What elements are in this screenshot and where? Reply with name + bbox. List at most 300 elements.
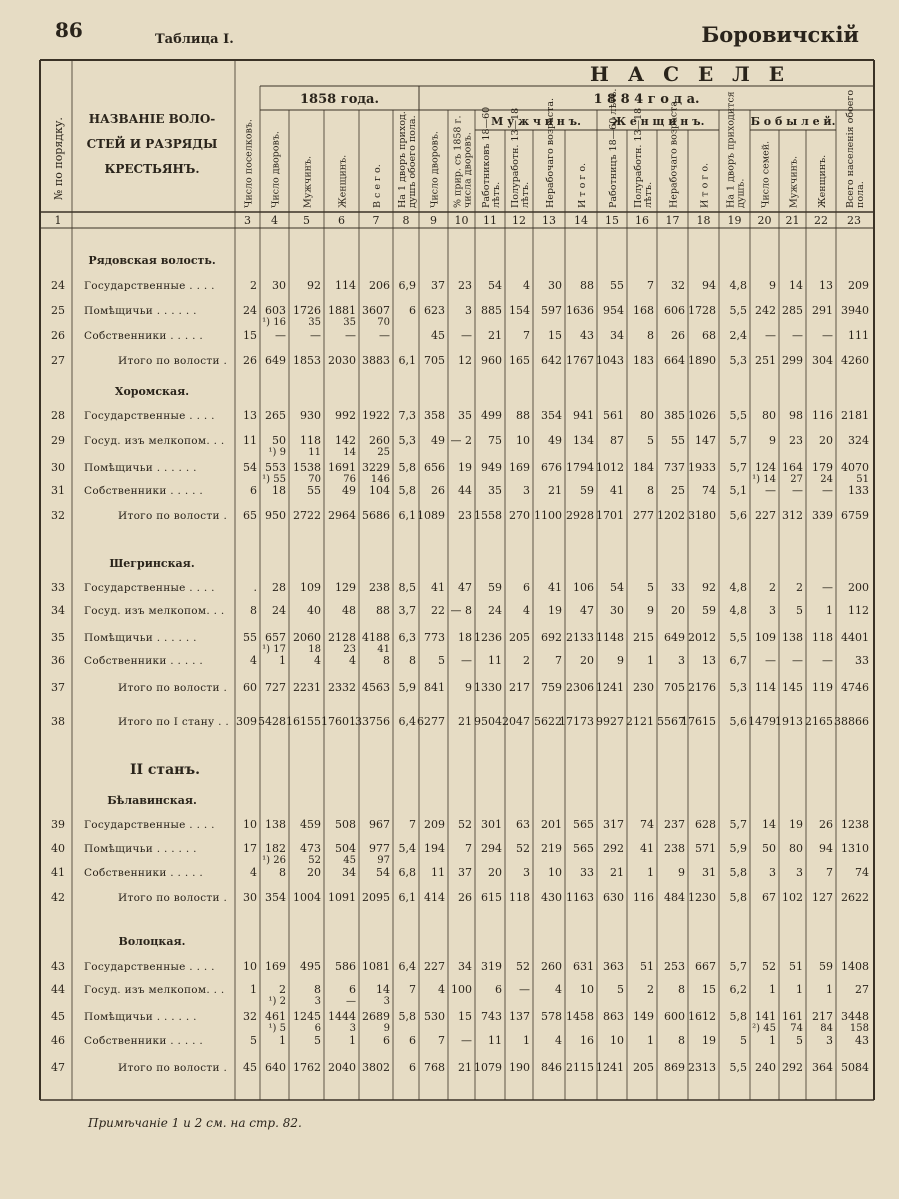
cell-value: 21	[488, 329, 502, 342]
cell-value: 12	[458, 354, 472, 367]
cell-value: 2128	[328, 631, 356, 644]
column-header-22: Женщинъ.	[817, 154, 828, 208]
cell-value: 319	[481, 960, 502, 973]
section-heading: Шегринская.	[109, 557, 195, 570]
column-number: 5	[303, 214, 310, 227]
cell-value: 2	[523, 654, 530, 667]
cell-value: 1	[796, 983, 803, 996]
women-group-label: Ж е н щ и н ъ.	[611, 115, 705, 128]
column-number: 7	[372, 214, 380, 227]
cell-value: 21	[548, 484, 562, 497]
cell-value: 74	[855, 866, 869, 879]
cell-value: 5,6	[729, 715, 747, 728]
cell-value: 606	[664, 304, 685, 317]
cell-value: 68	[702, 329, 716, 342]
cell-value: 561	[603, 409, 624, 422]
cell-value: 553	[265, 461, 286, 474]
cell-value: 9	[678, 866, 685, 879]
cell-value: 743	[481, 1010, 502, 1023]
cell-value: 112	[848, 604, 869, 617]
cell-value: 1853	[293, 354, 321, 367]
cell-value: 209	[424, 818, 445, 831]
cell-value: 5,3	[729, 681, 747, 694]
row-name: Помѣщичьи . . . . . .	[84, 305, 197, 317]
cell-value: —	[792, 484, 803, 497]
cell-value: 6759	[841, 509, 869, 522]
cell-value: 6,7	[729, 654, 747, 667]
row-number: 30	[51, 461, 65, 474]
cell-value: 24	[272, 604, 286, 617]
cell-value: 1479	[748, 715, 776, 728]
cell-value: 3883	[362, 354, 390, 367]
column-number: 20	[757, 214, 772, 227]
column-number: 11	[483, 214, 497, 227]
cell-value: 6	[409, 1061, 416, 1074]
cell-value: 3	[465, 304, 472, 317]
column-number: 8	[402, 214, 410, 227]
cell-subvalue: 9	[383, 1023, 390, 1034]
row-number: 29	[51, 434, 65, 447]
row-number: 25	[51, 304, 65, 317]
cell-value: 4	[523, 604, 530, 617]
cell-value: 2	[647, 983, 654, 996]
column-number: 3	[244, 214, 251, 227]
cell-value: 17173	[559, 715, 594, 728]
column-number: 10	[454, 214, 469, 227]
cell-value: 5,8	[398, 1010, 416, 1023]
column-header-18: И т о г о.	[699, 162, 711, 208]
footnote: Примѣчаніе 1 и 2 см. на стр. 82.	[88, 1116, 302, 1130]
cell-value: 1004	[293, 891, 321, 904]
cell-subvalue: 70	[308, 474, 321, 485]
cell-value: 1091	[328, 891, 356, 904]
cell-value: 217	[509, 681, 530, 694]
cell-subvalue: 52	[308, 855, 321, 866]
cell-value: 6,1	[398, 891, 416, 904]
cell-value: 578	[541, 1010, 562, 1023]
cell-value: 14	[789, 279, 803, 292]
cell-value: 292	[603, 842, 624, 855]
cell-value: 309	[236, 715, 257, 728]
men-group-label: М у ж ч и н ъ.	[491, 115, 581, 128]
cell-value: 1163	[566, 891, 594, 904]
cell-subvalue: 35	[343, 317, 356, 328]
num-header: № по порядку.	[52, 117, 65, 200]
row-name: Собственники . . . . .	[84, 867, 204, 879]
cell-value: 941	[573, 409, 594, 422]
cell-value: 59	[702, 604, 716, 617]
cell-value: 2332	[328, 681, 356, 694]
cell-value: 1081	[362, 960, 390, 973]
cell-value: 2040	[328, 1061, 356, 1074]
cell-value: 33756	[355, 715, 390, 728]
cell-subvalue: —	[346, 996, 356, 1007]
cell-value: 4563	[362, 681, 390, 694]
column-number: 17	[665, 214, 680, 227]
cell-value: 7,3	[398, 409, 416, 422]
row-name: Государственные . . . .	[84, 961, 215, 973]
cell-value: 2115	[566, 1061, 594, 1074]
cell-value: 6,1	[398, 509, 416, 522]
cell-value: 133	[848, 484, 869, 497]
column-header-14: И т о г о.	[577, 162, 588, 208]
cell-value: 116	[633, 891, 654, 904]
cell-value: 2	[796, 581, 803, 594]
cell-value: 98	[789, 409, 803, 422]
cell-value: 13	[819, 279, 833, 292]
cell-value: 950	[265, 509, 286, 522]
cell-value: 217	[812, 1010, 833, 1023]
cell-value: —	[461, 329, 472, 342]
cell-value: 1245	[293, 1010, 321, 1023]
cell-value: 2176	[688, 681, 716, 694]
row-name: Государственные . . . .	[84, 819, 215, 831]
cell-value: 260	[541, 960, 562, 973]
cell-value: 10	[516, 434, 530, 447]
cell-value: 1636	[566, 304, 594, 317]
row-name: Итого по волости .	[118, 892, 228, 904]
cell-value: 461	[265, 1010, 286, 1023]
cell-value: 106	[573, 581, 594, 594]
cell-value: 3229	[362, 461, 390, 474]
cell-value: 2	[279, 983, 286, 996]
cell-value: 16	[580, 1034, 594, 1047]
cell-value: 51	[640, 960, 654, 973]
column-header-16: лѣтъ.	[643, 181, 654, 208]
cell-value: 92	[702, 581, 716, 594]
section-heading: Бѣлавинская.	[107, 794, 197, 807]
row-number: 39	[51, 818, 65, 831]
column-number: 16	[635, 214, 649, 227]
column-header-6: Женщинъ.	[337, 154, 349, 208]
cell-value: 5,3	[398, 434, 416, 447]
cell-value: 649	[664, 631, 685, 644]
cell-subvalue: 24	[820, 474, 833, 485]
cell-value: 14	[376, 983, 390, 996]
cell-value: 5,8	[729, 866, 747, 879]
cell-value: 15	[702, 983, 716, 996]
cell-value: 773	[424, 631, 445, 644]
cell-value: 3	[826, 1034, 833, 1047]
cell-value: 354	[265, 891, 286, 904]
cell-value: 1089	[417, 509, 445, 522]
cell-value: 1558	[474, 509, 502, 522]
cell-value: 190	[509, 1061, 530, 1074]
page-number: 86	[55, 18, 83, 42]
cell-value: 54	[376, 866, 390, 879]
cell-value: —	[345, 329, 356, 342]
cell-value: 1728	[688, 304, 716, 317]
column-number: 18	[696, 214, 711, 227]
cell-value: 17	[243, 842, 257, 855]
cell-value: 21	[610, 866, 624, 879]
banner-title: Н А С Е Л Е	[589, 62, 791, 86]
cell-value: 251	[755, 354, 776, 367]
cell-value: 1238	[841, 818, 869, 831]
row-number: 40	[51, 842, 65, 855]
cell-value: 473	[300, 842, 321, 855]
cell-value: —	[765, 654, 776, 667]
cell-value: 5,5	[729, 304, 747, 317]
cell-value: 4	[555, 983, 562, 996]
section-heading: Волоцкая.	[118, 935, 186, 948]
row-name: Итого по волости .	[118, 355, 228, 367]
cell-value: 50	[762, 842, 776, 855]
cell-value: 2622	[841, 891, 869, 904]
cell-subvalue: 45	[343, 855, 356, 866]
cell-value: 45	[243, 1061, 257, 1074]
cell-value: 2313	[688, 1061, 716, 1074]
column-header-21: Мужчинъ.	[788, 155, 800, 208]
cell-value: 414	[424, 891, 445, 904]
cell-value: 24	[488, 604, 502, 617]
row-number: 27	[51, 354, 65, 367]
cell-value: 32	[243, 1010, 257, 1023]
cell-value: 11	[431, 866, 445, 879]
cell-value: 194	[424, 842, 445, 855]
cell-value: 35	[458, 409, 472, 422]
cell-value: .	[253, 581, 257, 594]
cell-value: 206	[369, 279, 390, 292]
cell-value: 1913	[775, 715, 803, 728]
cell-value: 10	[243, 818, 257, 831]
cell-value: 967	[369, 818, 390, 831]
cell-value: 430	[541, 891, 562, 904]
cell-value: —	[822, 581, 833, 594]
column-number: 4	[271, 214, 278, 227]
cell-subvalue: ¹) 26	[262, 855, 286, 866]
section-heading: Хоромская.	[114, 385, 190, 398]
cell-value: —	[379, 329, 390, 342]
row-number: 33	[51, 581, 65, 594]
cell-value: 597	[541, 304, 562, 317]
cell-value: 52	[516, 960, 530, 973]
column-header-17: Нерабочаго возраста.	[668, 97, 680, 208]
cell-value: —	[765, 484, 776, 497]
year-1858-label: 1858 года.	[300, 92, 379, 107]
row-number: 42	[51, 891, 65, 904]
cell-value: 6	[495, 983, 502, 996]
cell-value: 6,9	[398, 279, 416, 292]
cell-value: 94	[702, 279, 716, 292]
cell-value: 238	[664, 842, 685, 855]
cell-value: 299	[782, 354, 803, 367]
cell-value: 5	[740, 1034, 747, 1047]
cell-value: 3180	[688, 509, 716, 522]
cell-value: 1	[279, 654, 286, 667]
cell-value: 145	[782, 681, 803, 694]
column-header-3: Число поселковъ.	[243, 119, 255, 208]
cell-value: 9504	[474, 715, 502, 728]
cell-value: 7	[465, 842, 472, 855]
row-name: Помѣщичьи . . . . . .	[84, 462, 197, 474]
cell-value: 19	[548, 604, 562, 617]
column-header-23: пола.	[855, 181, 866, 208]
cell-value: 2047	[502, 715, 530, 728]
cell-value: 9	[617, 654, 624, 667]
cell-value: 15	[458, 1010, 472, 1023]
cell-value: 4070	[841, 461, 869, 474]
cell-value: 4,8	[729, 279, 747, 292]
cell-value: 65	[243, 509, 257, 522]
cell-value: 6,4	[398, 960, 416, 973]
cell-value: 169	[509, 461, 530, 474]
row-number: 47	[51, 1061, 65, 1074]
cell-value: 55	[307, 484, 321, 497]
cell-value: 5,5	[729, 409, 747, 422]
cell-value: 459	[300, 818, 321, 831]
cell-subvalue: 18	[308, 644, 321, 655]
cell-value: 1202	[657, 509, 685, 522]
cell-value: 1767	[566, 354, 594, 367]
cell-value: 2231	[293, 681, 321, 694]
cell-value: 21	[458, 715, 472, 728]
cell-value: 253	[664, 960, 685, 973]
cell-value: 1612	[688, 1010, 716, 1023]
cell-value: 565	[573, 842, 594, 855]
cell-value: 43	[855, 1034, 869, 1047]
cell-value: 630	[603, 891, 624, 904]
cell-value: 24	[243, 304, 257, 317]
cell-value: 6,1	[398, 354, 416, 367]
year-1884-label: 1 8 8 4 г о д а.	[593, 92, 700, 107]
cell-value: 8	[314, 983, 321, 996]
cell-value: 49	[342, 484, 356, 497]
cell-value: 667	[695, 960, 716, 973]
cell-value: 34	[342, 866, 356, 879]
cell-value: 1933	[688, 461, 716, 474]
cell-value: 1881	[328, 304, 356, 317]
cell-value: 33	[855, 654, 869, 667]
cell-value: 138	[265, 818, 286, 831]
column-header-15: Работницъ 18—60 лѣтъ.	[608, 88, 619, 208]
cell-value: 8,5	[398, 581, 416, 594]
cell-value: —	[765, 329, 776, 342]
cell-value: 118	[812, 631, 833, 644]
cell-value: 6	[349, 983, 356, 996]
row-name: Собственники . . . . .	[84, 485, 204, 497]
row-name: Итого по I стану . .	[118, 716, 230, 728]
row-number: 24	[51, 279, 65, 292]
cell-value: 1538	[293, 461, 321, 474]
cell-value: 141	[755, 1010, 776, 1023]
cell-value: 4	[349, 654, 356, 667]
cell-value: 11	[488, 654, 502, 667]
cell-value: 571	[695, 842, 716, 855]
row-name: Госуд. изъ мелкопом. . .	[84, 605, 225, 617]
cell-value: 6,8	[398, 866, 416, 879]
cell-value: 5,6	[729, 509, 747, 522]
cell-value: 5,7	[729, 818, 747, 831]
cell-value: 74	[702, 484, 716, 497]
cell-value: 149	[633, 1010, 654, 1023]
cell-value: 385	[664, 409, 685, 422]
cell-value: 727	[265, 681, 286, 694]
column-header-8: На 1 дворъ приход.	[397, 111, 408, 208]
cell-value: 5	[314, 1034, 321, 1047]
cell-value: 2,4	[729, 329, 747, 342]
cell-value: 9	[465, 681, 472, 694]
cell-value: 16155	[286, 715, 321, 728]
cell-value: 13	[702, 654, 716, 667]
cell-value: 165	[509, 354, 530, 367]
cell-value: 603	[265, 304, 286, 317]
cell-value: —	[822, 654, 833, 667]
cell-value: 37	[458, 866, 472, 879]
column-header-20: Число семей.	[760, 140, 772, 208]
cell-value: 4	[438, 983, 445, 996]
column-number: 12	[512, 214, 526, 227]
cell-value: 142	[335, 434, 356, 447]
cell-value: 3	[678, 654, 685, 667]
cell-value: 118	[300, 434, 321, 447]
row-name: Итого по волости .	[118, 1062, 228, 1074]
cell-value: 977	[369, 842, 390, 855]
cell-value: 4	[314, 654, 321, 667]
cell-value: 52	[762, 960, 776, 973]
row-name: Собственники . . . . .	[84, 1035, 204, 1047]
cell-value: 5,5	[729, 1061, 747, 1074]
cell-value: 8	[647, 484, 654, 497]
cell-value: 5,8	[729, 891, 747, 904]
cell-value: 1100	[534, 509, 562, 522]
cell-value: 1	[769, 983, 776, 996]
row-number: 34	[51, 604, 65, 617]
row-name: Итого по волости .	[118, 510, 228, 522]
cell-value: 8	[678, 1034, 685, 1047]
cell-value: 48	[342, 604, 356, 617]
cell-value: 1458	[566, 1010, 594, 1023]
cell-value: 200	[848, 581, 869, 594]
cell-value: 7	[438, 1034, 445, 1047]
cell-value: 47	[580, 604, 594, 617]
cell-value: 3607	[362, 304, 390, 317]
cell-value: 586	[335, 960, 356, 973]
cell-subvalue: 3	[314, 996, 321, 1007]
cell-value: 8	[279, 866, 286, 879]
cell-value: 10	[610, 1034, 624, 1047]
cell-value: 11	[243, 434, 257, 447]
cell-value: 1	[826, 983, 833, 996]
cell-value: 8	[409, 654, 416, 667]
cell-value: 9	[647, 604, 654, 617]
cell-subvalue: 3	[349, 1023, 356, 1034]
cell-value: 34	[610, 329, 624, 342]
cell-value: 20	[580, 654, 594, 667]
column-header-12: лѣтъ.	[520, 181, 531, 208]
cell-value: 5686	[362, 509, 390, 522]
cell-subvalue: 51	[856, 474, 869, 485]
cell-value: 15	[243, 329, 257, 342]
cell-value: 237	[664, 818, 685, 831]
column-number: 13	[542, 214, 556, 227]
cell-value: 20	[671, 604, 685, 617]
cell-value: 10	[548, 866, 562, 879]
cell-value: 312	[782, 509, 803, 522]
cell-value: 992	[335, 409, 356, 422]
cell-value: 14	[762, 818, 776, 831]
cell-value: 1	[279, 1034, 286, 1047]
cell-value: 88	[516, 409, 530, 422]
column-number: 21	[785, 214, 800, 227]
cell-value: 6,2	[729, 983, 747, 996]
cell-value: 1230	[688, 891, 716, 904]
row-number: 26	[51, 329, 65, 342]
column-header-10: числа дворовъ.	[462, 132, 474, 208]
cell-value: 80	[762, 409, 776, 422]
cell-subvalue: ¹) 17	[262, 644, 286, 655]
cell-value: 8	[678, 983, 685, 996]
